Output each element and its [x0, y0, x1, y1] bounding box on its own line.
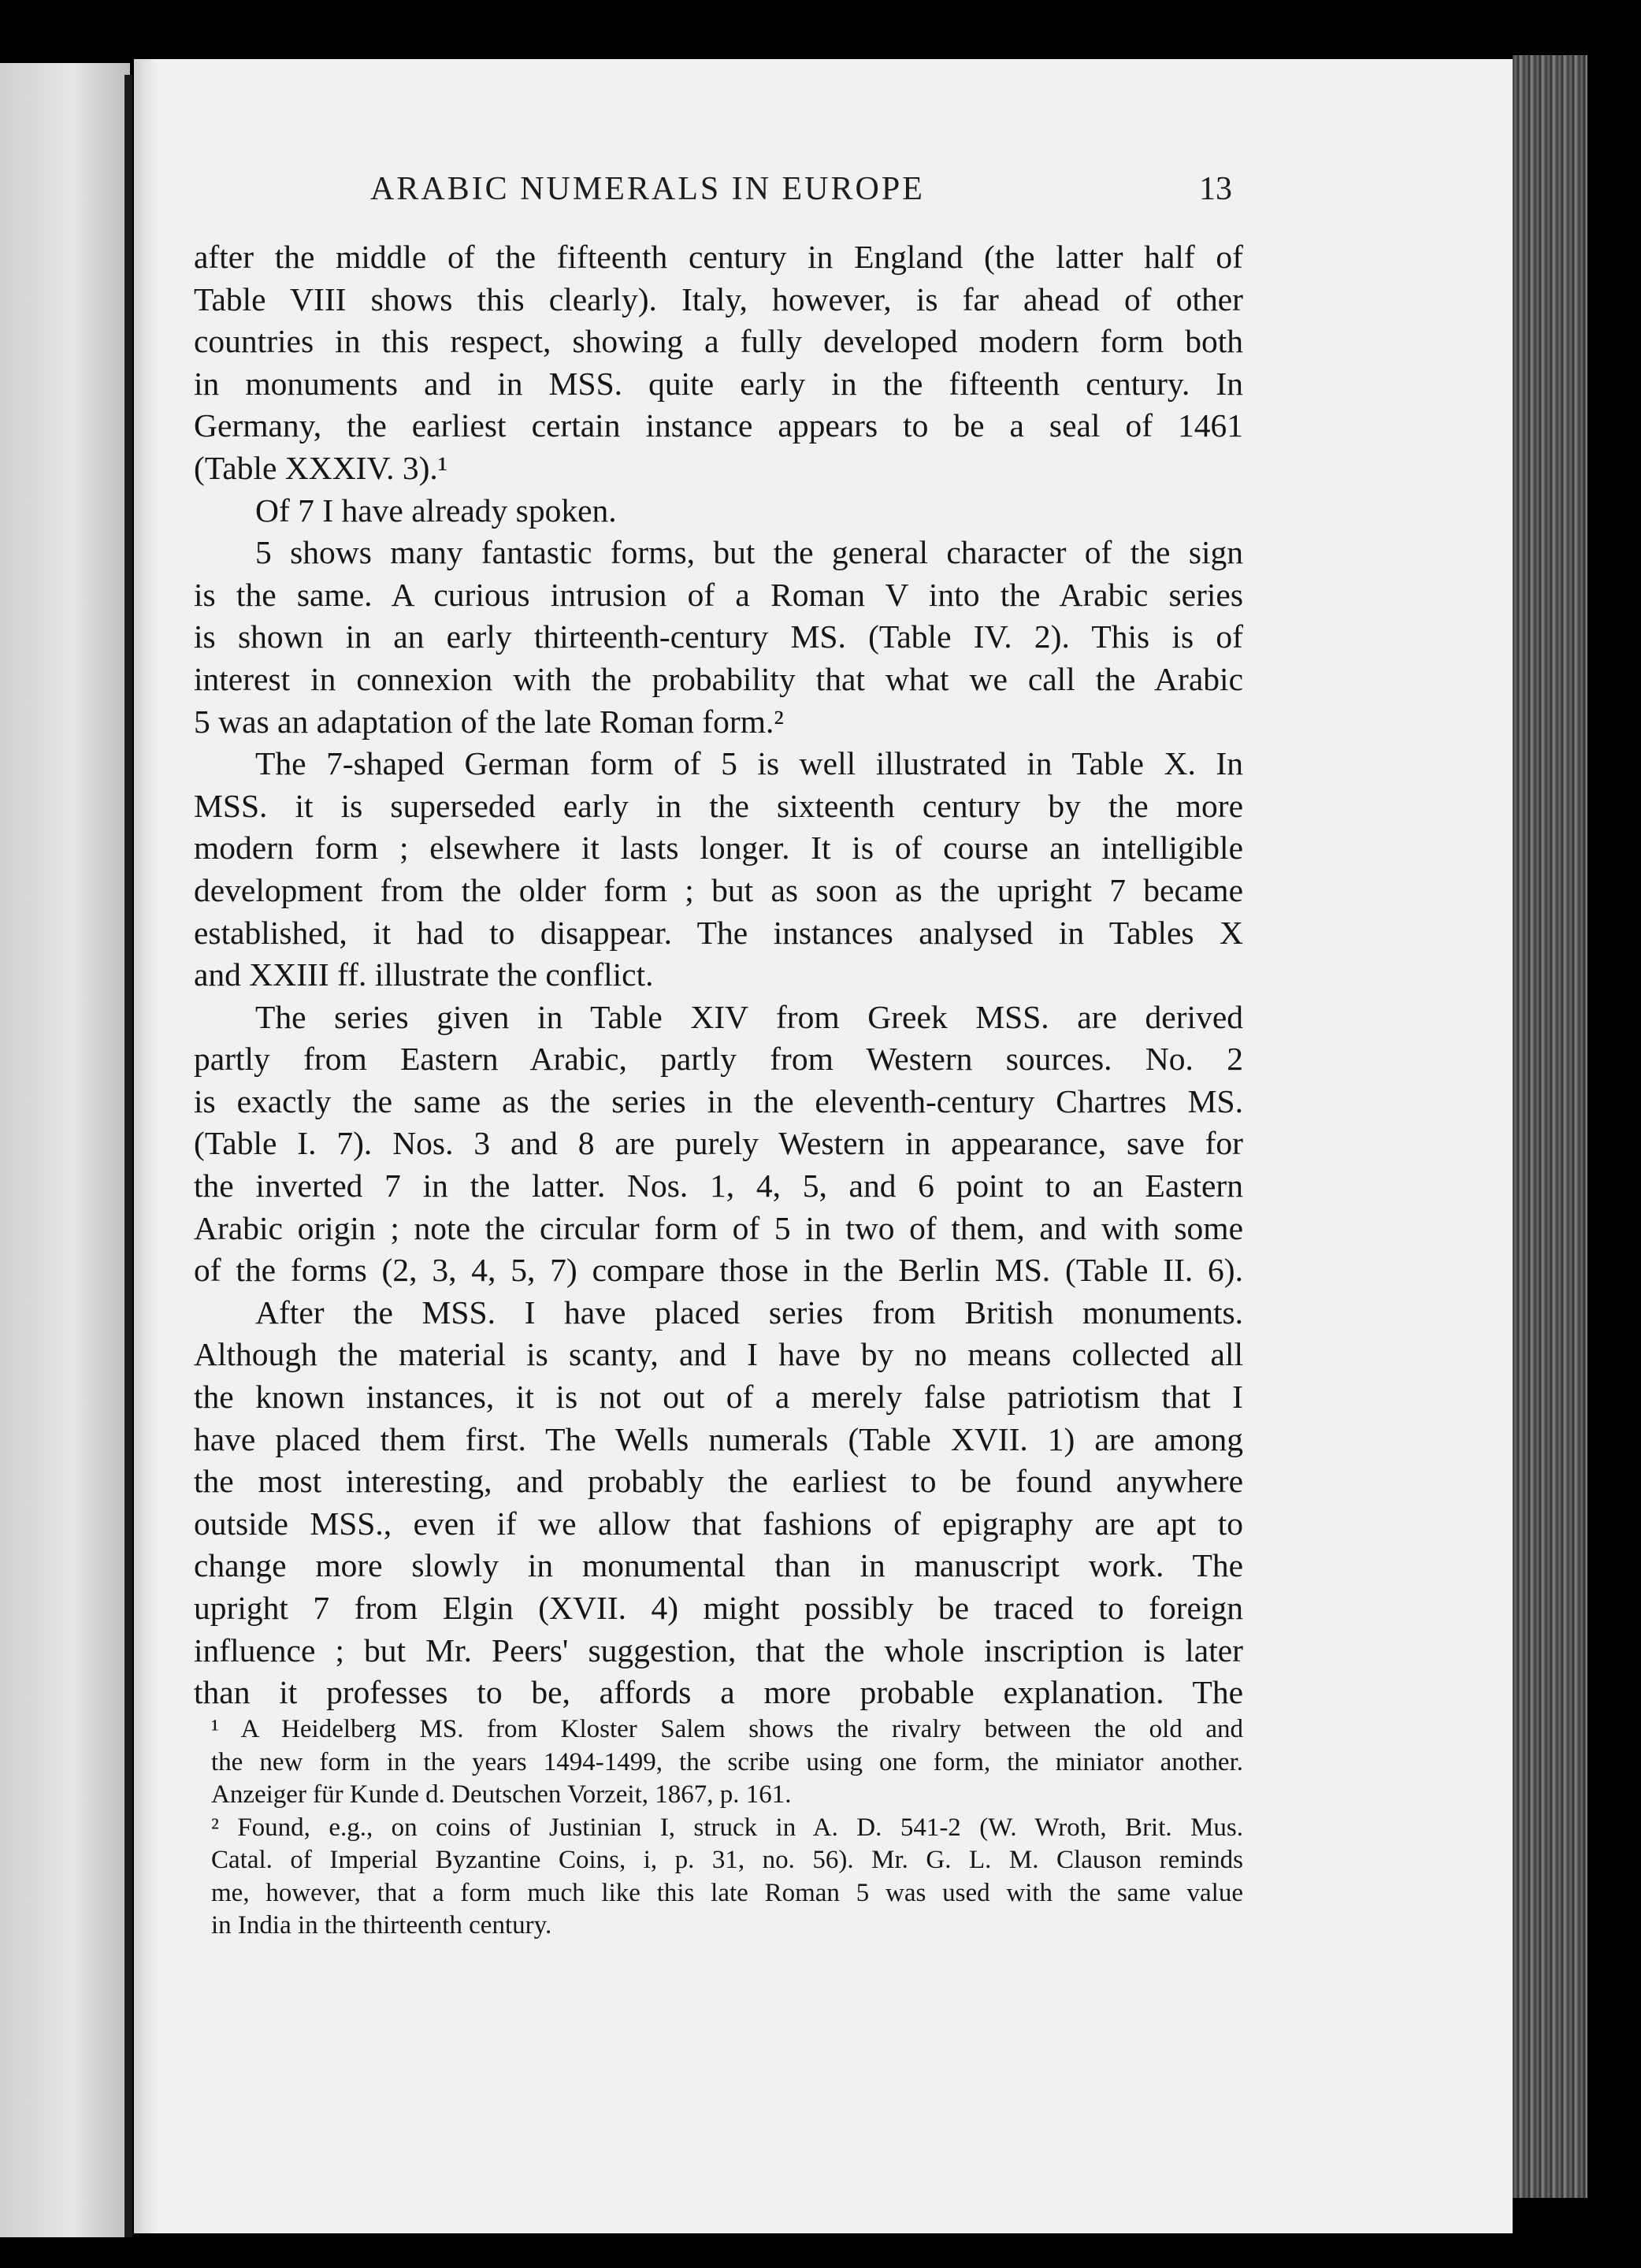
text-line: change more slowly in monumental than in manuscript work. The: [194, 1547, 1243, 1584]
text-line: Arabic origin ; note the circular form of 5 in two of them, and with some: [194, 1209, 1243, 1246]
text-line: the known instances, it is not out of a merely false patriotism that I: [194, 1379, 1243, 1416]
text-line: established, it had to disappear. The instances analysed in Tables X: [194, 914, 1243, 951]
text-line: outside MSS., even if we allow that fashions of epigraphy are apt to: [194, 1505, 1243, 1542]
text-line: Of 7 I have already spoken.: [255, 492, 617, 529]
text-line: development from the older form ; but as soon as the upright 7 became: [194, 871, 1243, 908]
text-line: have placed them first. The Wells numerals (Table XVII. 1) are among: [194, 1420, 1243, 1457]
text-line: interest in connexion with the probability that what we call the Arabic: [194, 660, 1243, 697]
text-line: (Table I. 7). Nos. 3 and 8 are purely Western in appearance, save for: [194, 1125, 1243, 1162]
footnote-line: in India in the thirteenth century.: [211, 1911, 552, 1939]
footnote-line: ¹ A Heidelberg MS. from Kloster Salem shows the rivalry between the old and: [211, 1715, 1243, 1743]
text-line: is the same. A curious intrusion of a Roman V into the Arabic series: [194, 576, 1243, 613]
text-line: Germany, the earliest certain instance appears to be a seal of 1461: [194, 407, 1243, 444]
gutter-shadow: [124, 75, 132, 2237]
text-line: upright 7 from Elgin (XVII. 4) might possibly be traced to foreign: [194, 1590, 1243, 1626]
text-line: 5 shows many fantastic forms, but the general character of the sign: [255, 534, 1243, 571]
text-line: after the middle of the fifteenth century in England (the latter half of: [194, 239, 1243, 275]
text-line: of the forms (2, 3, 4, 5, 7) compare those in the Berlin MS. (Table II. 6).: [194, 1252, 1243, 1289]
text-line: Although the material is scanty, and I have by no means collected all: [194, 1336, 1243, 1373]
text-line: in monuments and in MSS. quite early in the fifteenth century. In: [194, 365, 1243, 402]
footnote-line: Catal. of Imperial Byzantine Coins, i, p. 31, no. 56). Mr. G. L. M. Clauson reminds: [211, 1846, 1243, 1874]
text-line: than it professes to be, affords a more probable explanation. The: [194, 1674, 1243, 1711]
footnote-line: Anzeiger für Kunde d. Deutschen Vorzeit, 1867, p. 161.: [211, 1780, 792, 1809]
text-line: (Table XXXIV. 3).¹: [194, 449, 448, 486]
running-title: ARABIC NUMERALS IN EUROPE: [370, 171, 925, 207]
text-line: After the MSS. I have placed series from British monuments.: [255, 1294, 1243, 1331]
footnotes: [211, 1713, 1243, 1943]
text-line: is shown in an early thirteenth-century MS. (Table IV. 2). This is of: [194, 618, 1243, 655]
page-stack-edge: [1513, 55, 1587, 2198]
text-line: countries in this respect, showing a fully developed modern form both: [194, 323, 1243, 360]
text-line: The series given in Table XIV from Greek MSS. are derived: [255, 998, 1243, 1035]
body-text: [194, 236, 1243, 1714]
page-number: 13: [1199, 171, 1232, 207]
text-line: the most interesting, and probably the earliest to be found anywhere: [194, 1463, 1243, 1500]
page-gutter-shade: [134, 59, 158, 2233]
text-line: is exactly the same as the series in the eleventh-century Chartres MS.: [194, 1082, 1243, 1119]
text-line: 5 was an adaptation of the late Roman form.²: [194, 703, 784, 740]
footnote-line: ² Found, e.g., on coins of Justinian I, struck in A. D. 541-2 (W. Wroth, Brit. Mus.: [211, 1813, 1243, 1842]
footnote-line: me, however, that a form much like this late Roman 5 was used with the same value: [211, 1878, 1243, 1907]
text-line: The 7-shaped German form of 5 is well illustrated in Table X. In: [255, 745, 1243, 782]
text-line: modern form ; elsewhere it lasts longer. It is of course an intelligible: [194, 830, 1243, 867]
text-line: Table VIII shows this clearly). Italy, however, is far ahead of other: [194, 280, 1243, 317]
footnote-line: the new form in the years 1494-1499, the scribe using one form, the miniator another.: [211, 1747, 1243, 1776]
text-line: influence ; but Mr. Peers' suggestion, that the whole inscription is later: [194, 1631, 1243, 1669]
text-line: MSS. it is superseded early in the sixteenth century by the more: [194, 787, 1243, 824]
facing-page-edge: [0, 63, 130, 2237]
text-line: partly from Eastern Arabic, partly from Western sources. No. 2: [194, 1041, 1243, 1078]
text-line: the inverted 7 in the latter. Nos. 1, 4, 5, and 6 point to an Eastern: [194, 1167, 1243, 1205]
text-line: and XXIII ff. illustrate the conflict.: [194, 956, 654, 993]
